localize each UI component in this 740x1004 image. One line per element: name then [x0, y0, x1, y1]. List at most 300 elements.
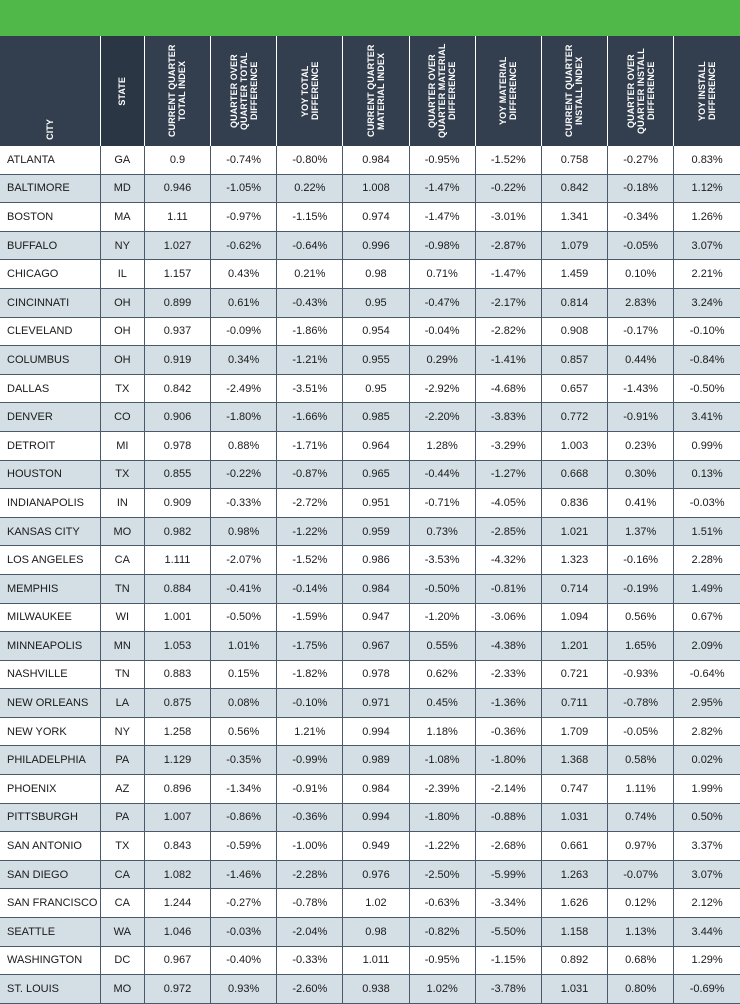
value-cell: -1.05% [211, 174, 277, 203]
value-cell: 0.22% [277, 174, 343, 203]
city-cell: DENVER [0, 403, 100, 432]
value-cell: 1.129 [144, 746, 210, 775]
value-cell: -0.63% [409, 889, 475, 918]
value-cell: -0.93% [608, 660, 674, 689]
value-cell: 3.41% [674, 403, 740, 432]
value-cell: 0.982 [144, 517, 210, 546]
city-cell: DALLAS [0, 374, 100, 403]
city-cell: DETROIT [0, 431, 100, 460]
value-cell: -0.10% [674, 317, 740, 346]
value-cell: 0.721 [541, 660, 607, 689]
value-cell: 1.02% [409, 975, 475, 1004]
value-cell: 0.994 [343, 717, 409, 746]
value-cell: -1.47% [409, 203, 475, 232]
state-cell: AZ [100, 775, 144, 804]
value-cell: -1.27% [475, 460, 541, 489]
value-cell: 0.972 [144, 975, 210, 1004]
table-row [0, 431, 740, 460]
column-header-label: QUARTER OVER QUARTER MATERIAL DIFFERENCE [427, 43, 458, 139]
value-cell: 1.21% [277, 717, 343, 746]
value-cell: 0.10% [608, 260, 674, 289]
value-cell: -1.46% [211, 860, 277, 889]
value-cell: 0.896 [144, 775, 210, 804]
table-row [0, 689, 740, 718]
value-cell: 1.031 [541, 975, 607, 1004]
value-cell: 2.28% [674, 546, 740, 575]
value-cell: -0.10% [277, 689, 343, 718]
value-cell: 1.082 [144, 860, 210, 889]
value-cell: -2.72% [277, 489, 343, 518]
value-cell: -0.19% [608, 574, 674, 603]
table-row [0, 517, 740, 546]
value-cell: 0.919 [144, 346, 210, 375]
value-cell: 1.008 [343, 174, 409, 203]
value-cell: 0.955 [343, 346, 409, 375]
table-row [0, 489, 740, 518]
value-cell: 1.49% [674, 574, 740, 603]
value-cell: -0.59% [211, 832, 277, 861]
column-header-label: STATE [117, 76, 128, 106]
value-cell: 3.37% [674, 832, 740, 861]
value-cell: -0.18% [608, 174, 674, 203]
value-cell: -0.50% [674, 374, 740, 403]
value-cell: 0.21% [277, 260, 343, 289]
state-cell: IL [100, 260, 144, 289]
value-cell: 0.83% [674, 146, 740, 174]
state-cell: CO [100, 403, 144, 432]
value-cell: -4.05% [475, 489, 541, 518]
value-cell: -0.16% [608, 546, 674, 575]
value-cell: -0.36% [277, 803, 343, 832]
value-cell: 0.99% [674, 431, 740, 460]
value-cell: -0.62% [211, 231, 277, 260]
value-cell: -1.08% [409, 746, 475, 775]
value-cell: -2.60% [277, 975, 343, 1004]
value-cell: 3.07% [674, 860, 740, 889]
table-row [0, 317, 740, 346]
value-cell: 1.37% [608, 517, 674, 546]
value-cell: 0.30% [608, 460, 674, 489]
value-cell: 0.937 [144, 317, 210, 346]
value-cell: -1.47% [475, 260, 541, 289]
value-cell: -1.20% [409, 603, 475, 632]
value-cell: -2.87% [475, 231, 541, 260]
value-cell: -3.53% [409, 546, 475, 575]
value-cell: 0.43% [211, 260, 277, 289]
value-cell: 1.28% [409, 431, 475, 460]
value-cell: -0.41% [211, 574, 277, 603]
table-row [0, 603, 740, 632]
state-cell: TX [100, 460, 144, 489]
value-cell: -0.81% [475, 574, 541, 603]
state-cell: TX [100, 832, 144, 861]
city-cell: KANSAS CITY [0, 517, 100, 546]
value-cell: 0.12% [608, 889, 674, 918]
value-cell: -0.05% [608, 231, 674, 260]
value-cell: 0.909 [144, 489, 210, 518]
column-header-label: CITY [44, 119, 55, 140]
state-cell: IN [100, 489, 144, 518]
table-row [0, 918, 740, 947]
value-cell: 0.967 [144, 946, 210, 975]
value-cell: 1.158 [541, 918, 607, 947]
value-cell: -0.91% [277, 775, 343, 804]
state-cell: MD [100, 174, 144, 203]
city-cell: CHICAGO [0, 260, 100, 289]
city-cell: WASHINGTON [0, 946, 100, 975]
value-cell: 1.29% [674, 946, 740, 975]
value-cell: 0.892 [541, 946, 607, 975]
table-row [0, 460, 740, 489]
column-header [100, 36, 144, 146]
column-header-label: YOY TOTAL DIFFERENCE [299, 61, 320, 121]
table-row [0, 717, 740, 746]
value-cell: -0.07% [608, 860, 674, 889]
state-cell: TN [100, 660, 144, 689]
value-cell: -2.92% [409, 374, 475, 403]
table-row [0, 946, 740, 975]
column-header [144, 36, 210, 146]
value-cell: 0.714 [541, 574, 607, 603]
column-header [608, 36, 674, 146]
value-cell: 1.11% [608, 775, 674, 804]
value-cell: 0.98 [343, 260, 409, 289]
value-cell: -0.36% [475, 717, 541, 746]
value-cell: 0.71% [409, 260, 475, 289]
value-cell: -2.49% [211, 374, 277, 403]
value-cell: 1.02 [343, 889, 409, 918]
value-cell: 1.027 [144, 231, 210, 260]
table-row [0, 775, 740, 804]
state-cell: MI [100, 431, 144, 460]
table-row [0, 975, 740, 1004]
value-cell: 0.906 [144, 403, 210, 432]
value-cell: -1.22% [277, 517, 343, 546]
value-cell: -2.33% [475, 660, 541, 689]
value-cell: 0.899 [144, 288, 210, 317]
value-cell: 0.23% [608, 431, 674, 460]
state-cell: OH [100, 346, 144, 375]
value-cell: 0.08% [211, 689, 277, 718]
value-cell: 0.50% [674, 803, 740, 832]
value-cell: 0.29% [409, 346, 475, 375]
value-cell: -5.50% [475, 918, 541, 947]
table-row [0, 860, 740, 889]
state-cell: CA [100, 860, 144, 889]
value-cell: 1.111 [144, 546, 210, 575]
value-cell: 0.946 [144, 174, 210, 203]
value-cell: 0.976 [343, 860, 409, 889]
value-cell: 0.661 [541, 832, 607, 861]
city-cell: LOS ANGELES [0, 546, 100, 575]
value-cell: 0.80% [608, 975, 674, 1004]
value-cell: -4.68% [475, 374, 541, 403]
value-cell: -0.88% [475, 803, 541, 832]
value-cell: 0.44% [608, 346, 674, 375]
city-cell: SAN ANTONIO [0, 832, 100, 861]
state-cell: MO [100, 975, 144, 1004]
value-cell: -0.78% [608, 689, 674, 718]
value-cell: -4.38% [475, 632, 541, 661]
value-cell: 0.45% [409, 689, 475, 718]
value-cell: -3.51% [277, 374, 343, 403]
table-row [0, 832, 740, 861]
city-cell: PITTSBURGH [0, 803, 100, 832]
value-cell: 0.984 [343, 775, 409, 804]
value-cell: -0.98% [409, 231, 475, 260]
value-cell: -1.41% [475, 346, 541, 375]
city-cell: NEW YORK [0, 717, 100, 746]
state-cell: TX [100, 374, 144, 403]
value-cell: -1.82% [277, 660, 343, 689]
state-cell: PA [100, 803, 144, 832]
value-cell: -2.85% [475, 517, 541, 546]
value-cell: 2.09% [674, 632, 740, 661]
table-row [0, 889, 740, 918]
value-cell: 0.978 [144, 431, 210, 460]
value-cell: -3.06% [475, 603, 541, 632]
table-row [0, 346, 740, 375]
value-cell: 2.21% [674, 260, 740, 289]
table-row [0, 203, 740, 232]
value-cell: 0.68% [608, 946, 674, 975]
value-cell: -0.64% [277, 231, 343, 260]
header-row [0, 36, 740, 146]
city-cell: MILWAUKEE [0, 603, 100, 632]
city-cell: MINNEAPOLIS [0, 632, 100, 661]
state-cell: OH [100, 288, 144, 317]
value-cell: -2.04% [277, 918, 343, 947]
city-cell: SAN DIEGO [0, 860, 100, 889]
value-cell: 0.772 [541, 403, 607, 432]
column-header-label: YOY INSTALL DIFFERENCE [697, 61, 718, 121]
value-cell: 3.07% [674, 231, 740, 260]
value-cell: 1.01% [211, 632, 277, 661]
value-cell: 0.67% [674, 603, 740, 632]
value-cell: -0.35% [211, 746, 277, 775]
table-row [0, 632, 740, 661]
value-cell: -0.91% [608, 403, 674, 432]
table-body [0, 146, 740, 1003]
value-cell: 2.82% [674, 717, 740, 746]
value-cell: 0.986 [343, 546, 409, 575]
value-cell: -3.29% [475, 431, 541, 460]
state-cell: DC [100, 946, 144, 975]
value-cell: 1.12% [674, 174, 740, 203]
value-cell: -1.15% [277, 203, 343, 232]
value-cell: 1.258 [144, 717, 210, 746]
value-cell: -1.80% [475, 746, 541, 775]
value-cell: -1.80% [211, 403, 277, 432]
column-header [541, 36, 607, 146]
value-cell: 3.24% [674, 288, 740, 317]
value-cell: 1.011 [343, 946, 409, 975]
value-cell: 0.985 [343, 403, 409, 432]
value-cell: 0.657 [541, 374, 607, 403]
value-cell: -1.22% [409, 832, 475, 861]
value-cell: -0.40% [211, 946, 277, 975]
value-cell: -0.04% [409, 317, 475, 346]
column-header [343, 36, 409, 146]
table-row [0, 374, 740, 403]
value-cell: 1.053 [144, 632, 210, 661]
city-cell: PHOENIX [0, 775, 100, 804]
value-cell: 0.747 [541, 775, 607, 804]
city-cell: COLUMBUS [0, 346, 100, 375]
value-cell: 0.967 [343, 632, 409, 661]
value-cell: -1.52% [475, 146, 541, 174]
city-cell: SEATTLE [0, 918, 100, 947]
table-row [0, 146, 740, 174]
value-cell: 0.883 [144, 660, 210, 689]
value-cell: 0.814 [541, 288, 607, 317]
city-cell: ST. LOUIS [0, 975, 100, 1004]
value-cell: 1.18% [409, 717, 475, 746]
value-cell: 0.15% [211, 660, 277, 689]
value-cell: 1.157 [144, 260, 210, 289]
value-cell: 1.51% [674, 517, 740, 546]
value-cell: -0.80% [277, 146, 343, 174]
value-cell: -0.50% [211, 603, 277, 632]
value-cell: -0.34% [608, 203, 674, 232]
value-cell: -1.47% [409, 174, 475, 203]
value-cell: -2.20% [409, 403, 475, 432]
table-row [0, 403, 740, 432]
state-cell: PA [100, 746, 144, 775]
value-cell: -1.15% [475, 946, 541, 975]
value-cell: 1.65% [608, 632, 674, 661]
value-cell: 1.263 [541, 860, 607, 889]
value-cell: 1.031 [541, 803, 607, 832]
value-cell: -2.39% [409, 775, 475, 804]
value-cell: 0.938 [343, 975, 409, 1004]
city-cell: BALTIMORE [0, 174, 100, 203]
column-header [409, 36, 475, 146]
value-cell: -0.33% [211, 489, 277, 518]
value-cell: 1.046 [144, 918, 210, 947]
value-cell: -3.01% [475, 203, 541, 232]
value-cell: 1.11 [144, 203, 210, 232]
value-cell: 0.9 [144, 146, 210, 174]
city-cell: CLEVELAND [0, 317, 100, 346]
value-cell: 0.994 [343, 803, 409, 832]
value-cell: 0.74% [608, 803, 674, 832]
value-cell: -1.52% [277, 546, 343, 575]
value-cell: -0.03% [211, 918, 277, 947]
value-cell: 2.12% [674, 889, 740, 918]
value-cell: -2.28% [277, 860, 343, 889]
value-cell: -0.69% [674, 975, 740, 1004]
state-cell: MO [100, 517, 144, 546]
value-cell: 0.93% [211, 975, 277, 1004]
city-cell: SAN FRANCISCO [0, 889, 100, 918]
value-cell: -1.80% [409, 803, 475, 832]
city-cell: HOUSTON [0, 460, 100, 489]
value-cell: -1.34% [211, 775, 277, 804]
value-cell: -0.14% [277, 574, 343, 603]
value-cell: 0.56% [608, 603, 674, 632]
state-cell: CA [100, 546, 144, 575]
value-cell: 0.73% [409, 517, 475, 546]
value-cell: 0.02% [674, 746, 740, 775]
value-cell: -0.95% [409, 146, 475, 174]
value-cell: -1.43% [608, 374, 674, 403]
city-cell: BOSTON [0, 203, 100, 232]
value-cell: -0.22% [475, 174, 541, 203]
value-cell: -2.14% [475, 775, 541, 804]
state-cell: TN [100, 574, 144, 603]
state-cell: OH [100, 317, 144, 346]
value-cell: 0.668 [541, 460, 607, 489]
value-cell: 0.954 [343, 317, 409, 346]
value-cell: 1.201 [541, 632, 607, 661]
city-cell: CINCINNATI [0, 288, 100, 317]
value-cell: -0.27% [211, 889, 277, 918]
city-cell: MEMPHIS [0, 574, 100, 603]
column-header [0, 36, 100, 146]
value-cell: -0.95% [409, 946, 475, 975]
table-row [0, 746, 740, 775]
value-cell: 1.094 [541, 603, 607, 632]
column-header [674, 36, 740, 146]
value-cell: 0.842 [144, 374, 210, 403]
state-cell: CA [100, 889, 144, 918]
value-cell: 0.758 [541, 146, 607, 174]
table-row [0, 803, 740, 832]
value-cell: 0.857 [541, 346, 607, 375]
value-cell: -0.50% [409, 574, 475, 603]
value-cell: -0.82% [409, 918, 475, 947]
column-header [475, 36, 541, 146]
value-cell: -0.87% [277, 460, 343, 489]
value-cell: 0.996 [343, 231, 409, 260]
value-cell: 0.95 [343, 374, 409, 403]
value-cell: -0.78% [277, 889, 343, 918]
city-cost-index-table [0, 36, 740, 1004]
column-header [211, 36, 277, 146]
state-cell: GA [100, 146, 144, 174]
column-header-label: CURRENT QUARTER MATERIAL INDEX [365, 44, 386, 138]
value-cell: -0.33% [277, 946, 343, 975]
value-cell: 0.843 [144, 832, 210, 861]
column-header-label: CURRENT QUARTER INSTALL INDEX [564, 44, 585, 138]
table-row [0, 174, 740, 203]
table-row [0, 260, 740, 289]
value-cell: 0.951 [343, 489, 409, 518]
column-header [277, 36, 343, 146]
value-cell: 1.368 [541, 746, 607, 775]
value-cell: 0.34% [211, 346, 277, 375]
value-cell: -0.71% [409, 489, 475, 518]
value-cell: -0.22% [211, 460, 277, 489]
value-cell: -0.27% [608, 146, 674, 174]
value-cell: 0.55% [409, 632, 475, 661]
value-cell: -3.83% [475, 403, 541, 432]
value-cell: -4.32% [475, 546, 541, 575]
value-cell: -1.21% [277, 346, 343, 375]
table-row [0, 288, 740, 317]
column-header-label: QUARTER OVER QUARTER INSTALL DIFFERENCE [625, 48, 656, 134]
table-row [0, 660, 740, 689]
value-cell: -0.09% [211, 317, 277, 346]
value-cell: 1.709 [541, 717, 607, 746]
value-cell: 1.001 [144, 603, 210, 632]
value-cell: 1.323 [541, 546, 607, 575]
value-cell: -0.44% [409, 460, 475, 489]
table-row [0, 574, 740, 603]
value-cell: -0.05% [608, 717, 674, 746]
value-cell: -0.74% [211, 146, 277, 174]
